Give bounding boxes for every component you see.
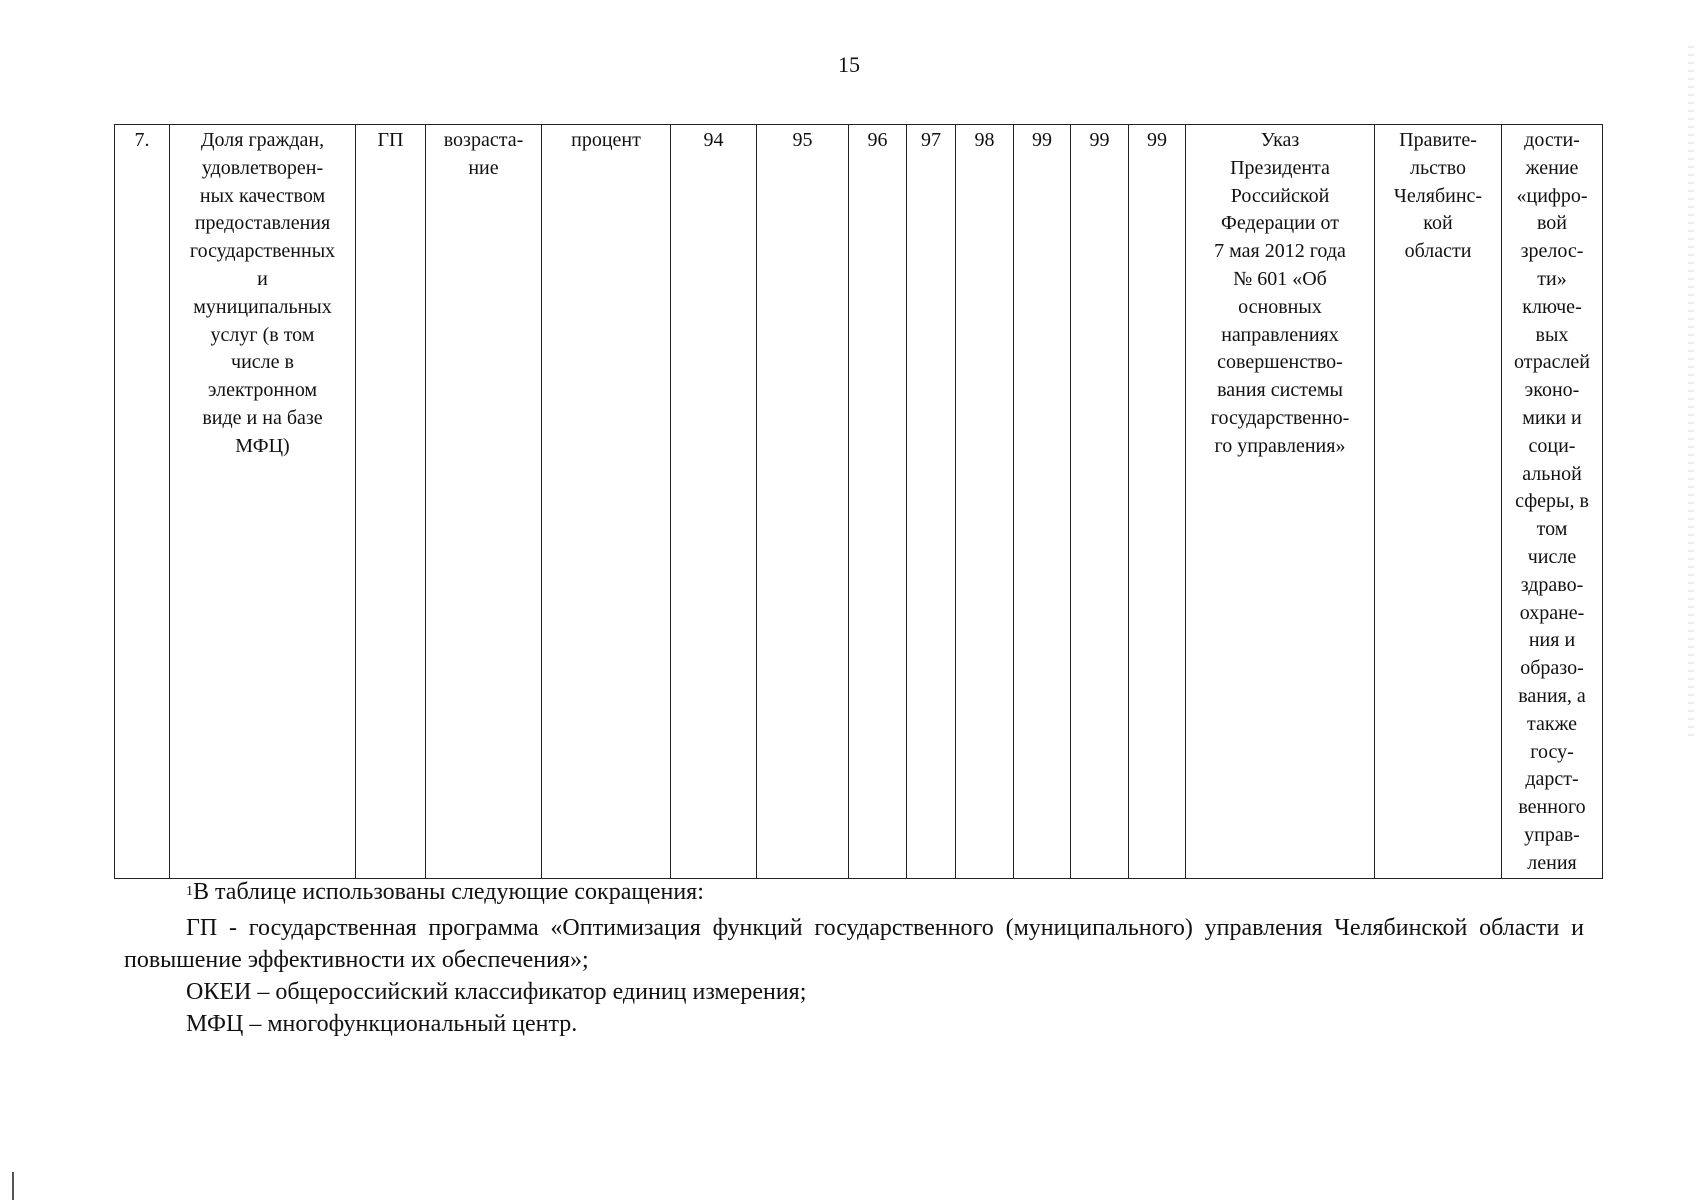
value-cell: 99 <box>1129 125 1186 879</box>
indicators-table <box>114 124 1603 879</box>
value-cell: 99 <box>1071 125 1129 879</box>
indicator-name-cell: Доля граждан, удовлетворен- ных качеством предоставления государственных и муниципальных услуг (в том числе в электронном виде и на базе МФЦ) <box>170 125 356 879</box>
page-number: 15 <box>838 52 860 77</box>
value-cell: 94 <box>671 125 757 879</box>
footnote-mfc: МФЦ – многофункциональный центр. <box>186 1011 578 1037</box>
row-number-cell: 7. <box>115 125 170 879</box>
unit-cell: процент <box>542 125 671 879</box>
responsible-body-cell: Правите- льство Челябинс- кой области <box>1375 125 1502 879</box>
footnote-gp: ГП - государственная программа «Оптимизация функций государственного (муниципального) управления Челябинской области и повышение эффективности их обеспечения»; <box>124 915 1584 973</box>
value-cell: 97 <box>907 125 956 879</box>
basis-document-cell: Указ Президента Российской Федерации от 7 мая 2012 года № 601 «Об основных направлениях совершенство- вания системы государственно- го управления» <box>1186 125 1375 879</box>
table-row <box>115 125 1603 879</box>
scan-artifact-mark <box>12 1172 14 1200</box>
value-cell: 98 <box>956 125 1014 879</box>
direction-cell: возраста- ние <box>426 125 542 879</box>
footnote-intro-text: В таблице использованы следующие сокращения: <box>193 879 704 905</box>
scan-edge-noise <box>1688 40 1694 740</box>
value-cell: 96 <box>849 125 907 879</box>
footnote-intro <box>124 876 1584 912</box>
value-cell: 95 <box>757 125 849 879</box>
footnote-okei: ОКЕИ – общероссийский классификатор единиц измерения; <box>186 979 807 1005</box>
program-cell: ГП <box>356 125 426 879</box>
footnotes <box>124 876 1584 1040</box>
footnote-marker: 1 <box>186 884 193 899</box>
goal-cell: дости- жение «цифро- вой зрелос- ти» ключе- вых отраслей эконо- мики и соци- альной сферы, в том числе здраво- охране- ния и образо- вания, а также госу- дарст- венного управ- ления <box>1502 125 1603 879</box>
value-cell: 99 <box>1014 125 1071 879</box>
